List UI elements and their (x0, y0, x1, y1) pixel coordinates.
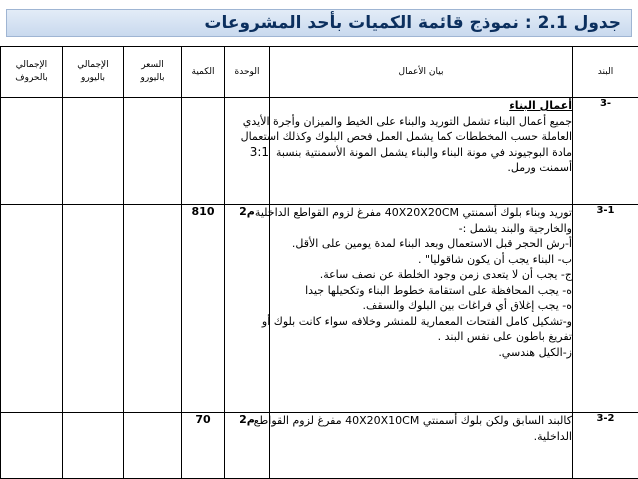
unit-cell: م2 (225, 413, 270, 479)
header-quantity: الكمية (182, 47, 225, 98)
description-line: و-تشكيل كامل الفتحات المعمارية للمنشر وخلافه سواء كانت بلوك أو (261, 314, 572, 328)
description-line: تفريغ باطون على نفس البند . (437, 330, 572, 343)
header-price (124, 47, 182, 98)
bill-of-quantities-table (0, 46, 638, 479)
header-total-euro-line2: باليورو (80, 73, 106, 83)
mortar-ratio: 3:1 (249, 144, 270, 159)
price-cell (124, 413, 182, 479)
description-line: ب- البناء يجب أن يكون شاقوليا" . (418, 252, 572, 266)
item-code: 3-1 (573, 205, 638, 413)
header-total-words (1, 47, 63, 98)
description-line: أ-رش الحجر قبل الاستعمال وبعد البناء لمدة يومين على الأقل. (291, 237, 572, 250)
header-total-euro (63, 47, 124, 98)
table-title: جدول 2.1 : نموذج قائمة الكميات بأحد المشروعات (6, 9, 632, 37)
quantity-cell (182, 98, 225, 205)
item-description (240, 98, 573, 205)
header-description: بيان الأعمال (270, 47, 573, 98)
description-line: الداخلية. (533, 429, 572, 443)
description-line: أسمنت ورمل. (507, 161, 572, 174)
header-item: البند (573, 47, 638, 98)
header-row (1, 47, 638, 98)
total-words-cell (1, 205, 63, 413)
table-row (1, 98, 638, 205)
description-line: كالبند السابق ولكن بلوك أسمنتي 40X20X10CM مفرغ لزوم القواطع (253, 414, 572, 427)
price-cell (124, 205, 182, 413)
table-row (1, 205, 638, 413)
table-row (1, 413, 638, 479)
description-line: ه- يجب المحافظة على استقامة خطوط البناء وتكحيلها جيدا (305, 283, 572, 297)
description-line: ز-الكيل هندسي. (498, 345, 572, 359)
description-line: ج- يجب أن لا يتعدى زمن وجود الخلطة عن نصف ساعة. (319, 268, 572, 281)
item-description (254, 205, 573, 413)
quantity-cell: 70 (182, 413, 225, 479)
header-total-euro-line1: الإجمالي (77, 60, 109, 70)
item-description (253, 413, 573, 479)
header-total-words-line2: بالحروف (15, 73, 48, 83)
header-price-line2: باليورو (140, 73, 165, 83)
description-line: ه- يجب إغلاق أي فراغات بين البلوك والسقف. (362, 299, 572, 312)
description-line: العاملة حسب المخططات كما يشمل العمل فحص البلوك وكذلك استعمال (240, 130, 572, 143)
total-words-cell (1, 413, 63, 479)
unit-cell: م2 (225, 205, 270, 413)
section-heading: أعمال البناء (509, 99, 572, 112)
description-line: والخارجية والبند يشمل :- (458, 221, 572, 235)
price-cell (124, 98, 182, 205)
description-text: مادة البوجيوند في مونة البناء والبناء يشمل المونة الأسمنتية بنسبة (276, 145, 572, 159)
description-line: جميع أعمال البناء تشمل التوريد والبناء على الخيط والميزان وأجرة الأيدي (242, 114, 572, 128)
quantity-cell: 810 (182, 205, 225, 413)
item-code: 3-2 (573, 413, 638, 479)
total-euro-cell (63, 413, 124, 479)
header-unit: الوحدة (225, 47, 270, 98)
header-price-line1: السعر (141, 60, 164, 70)
total-euro-cell (63, 205, 124, 413)
item-code: -3 (573, 98, 638, 205)
description-line (249, 144, 572, 161)
total-words-cell (1, 98, 63, 205)
total-euro-cell (63, 98, 124, 205)
header-total-words-line1: الإجمالي (15, 60, 48, 70)
description-line: توريد وبناء بلوك أسمنتي 40X20X20CM مفرغ لزوم القواطع الداخلية (254, 206, 572, 219)
